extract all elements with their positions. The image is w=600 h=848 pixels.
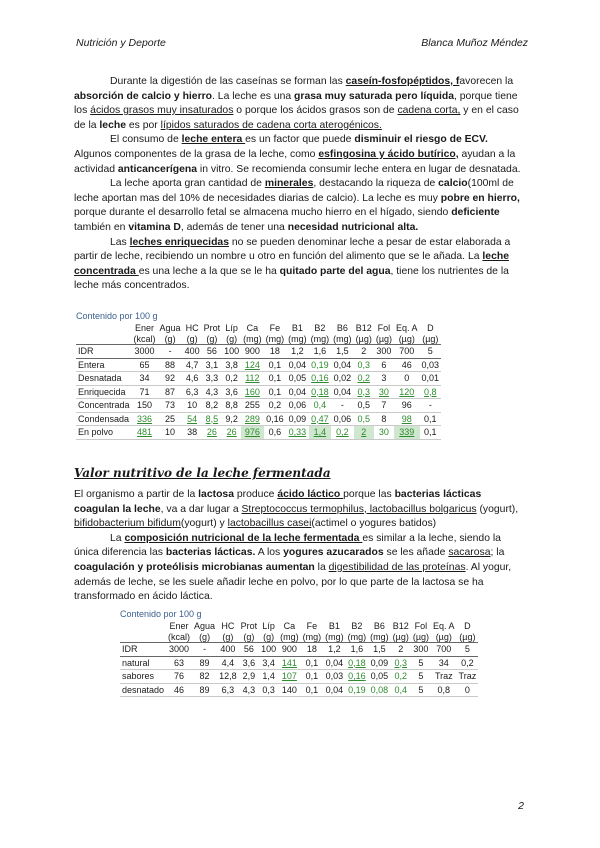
row-label: Concentrada [78, 400, 130, 410]
table-cell: 0,3 [391, 656, 411, 670]
row-label: desnatado [122, 684, 165, 695]
col-header: HC [221, 621, 235, 631]
col-header: Ener [169, 621, 189, 631]
table-cell: 976 [241, 426, 264, 440]
table-cell: 0,09 [286, 412, 309, 426]
header-right: Blanca Muñoz Méndez [421, 37, 528, 49]
table-row [120, 643, 478, 657]
table-cell: 30 [374, 426, 394, 440]
table-cell: 5 [411, 683, 431, 697]
table-cell: 4,7 [183, 358, 202, 372]
table-cell: 3,6 [222, 385, 241, 399]
table-cell: 900 [241, 345, 264, 359]
table-cell: 65 [132, 358, 158, 372]
col-header: Líp [262, 621, 275, 631]
table-cell: 0,09 [368, 656, 391, 670]
table-cell: 0 [457, 683, 479, 697]
col-unit: (mg) [265, 333, 285, 344]
col-header: B1 [291, 323, 303, 333]
col-unit: (mg) [325, 631, 344, 642]
paragraph-caseins: Durante la digestión de las caseínas se forman las caseín-fosfopéptidos, favorecen la absorción de calcio y hierro. La leche es una grasa muy saturada pero líquida, porque tiene los ácidos grasos muy insaturados o porque los ácidos grasos son de cadena corta, y en el caso de la leche es por lípidos saturados de cadena corta aterogénicos. [74, 76, 519, 131]
table-cell: 96 [394, 399, 420, 413]
row-label: sabores [120, 670, 166, 684]
table-cell: 30 [374, 385, 394, 399]
table-cell: 0,05 [286, 372, 309, 386]
table-cell: 34 [431, 656, 457, 670]
paragraph-enriched: Las leches enriquecidas no se pueden denominar leche a pesar de estar elaborada a partir de leche, recibiendo un nombre u otro en función del alimento que se le añada. La leche concentrada es una leche a la que se le ha quitado parte del agua, tiene los nutrientes de la leche más concentrados. [74, 236, 511, 292]
col-header: B6 [336, 323, 348, 333]
col-header: B6 [373, 621, 385, 631]
row-label: En polvo [76, 426, 132, 440]
table-cell: 5 [420, 345, 442, 359]
table-cell: 140 [278, 683, 301, 697]
col-unit: (g) [192, 632, 217, 643]
col-header: Líp [225, 323, 238, 333]
col-unit: (mg) [347, 631, 367, 642]
col-header: Fe [269, 323, 281, 333]
table-cell: 0,8 [431, 683, 457, 697]
table-cell: 5 [457, 643, 479, 657]
row-label: Entera [76, 358, 132, 372]
col-unit: (mg) [370, 631, 389, 642]
table-cell: 7 [374, 399, 394, 413]
table-cell: 1,6 [309, 345, 332, 359]
table-cell: 2 [391, 643, 411, 657]
col-header: B2 [314, 323, 326, 333]
table-cell: 0,2 [391, 670, 411, 684]
table-cell: 1,5 [368, 643, 391, 657]
paragraph-lactose: El organismo a partir de la lactosa produce ácido láctico porque las bacterias lácticas coagulan la leche, va a dar lugar a Streptococcus termophilus, lactobacillus bolgaricus (yogurt), bifidobacterium bifidum(yogurt) y lactobacillus casei(actimel o yogures batidos) [74, 489, 519, 530]
table-cell: 5 [411, 656, 431, 670]
table-cell: 700 [394, 345, 420, 359]
table-cell: - [158, 345, 183, 359]
table-cell: 124 [241, 358, 264, 372]
col-unit: (g) [183, 334, 202, 345]
table-cell: 0,3 [354, 385, 374, 399]
table-cell: 0,18 [346, 656, 369, 670]
col-unit: (mg) [288, 333, 307, 344]
col-header: B12 [392, 621, 409, 631]
table-cell: 0,2 [457, 656, 479, 670]
table-cell: 0,1 [264, 358, 287, 372]
table-cell: 18 [301, 643, 324, 657]
col-header [76, 323, 132, 334]
table-cell: 0,47 [309, 412, 332, 426]
table-cell: 0,2 [264, 399, 287, 413]
table-row [120, 656, 478, 670]
table-cell: 2,9 [239, 670, 260, 684]
table-cell: 0,8 [420, 385, 442, 399]
table-cell: 26 [222, 426, 241, 440]
table-cell: 0,4 [391, 683, 411, 697]
table-cell: - [331, 399, 354, 413]
table-cell: 0,1 [301, 656, 324, 670]
table-cell: 38 [183, 426, 202, 440]
table-cell: 25 [158, 412, 183, 426]
col-header: HC [185, 323, 199, 333]
table-row [76, 358, 441, 372]
table-cell: 26 [202, 426, 223, 440]
row-label: Enriquecida [76, 385, 132, 399]
page-number: 2 [518, 800, 524, 812]
row-label: natural [120, 656, 166, 670]
table-row [76, 412, 441, 426]
table-cell: 0,04 [331, 358, 354, 372]
table-cell: 54 [183, 412, 202, 426]
table-cell: 0,04 [286, 385, 309, 399]
col-unit: (µg) [355, 333, 372, 344]
table-cell: 112 [241, 372, 264, 386]
table-caption: Contenido por 100 g [76, 311, 158, 321]
table-cell: 1,6 [346, 643, 369, 657]
table-cell: 400 [184, 346, 200, 356]
col-unit: (µg) [392, 631, 409, 642]
table-cell: 98 [394, 412, 420, 426]
table-cell: 8,2 [202, 399, 223, 413]
col-unit: (g) [158, 334, 183, 345]
col-unit: (µg) [420, 334, 442, 345]
col-unit: (µg) [412, 631, 430, 642]
col-unit: (g) [217, 632, 239, 643]
table-cell: 4,3 [239, 683, 260, 697]
col-header: Agua [159, 323, 181, 333]
table-cell: 289 [241, 412, 264, 426]
table-cell: 88 [158, 358, 183, 372]
col-header: Ener [135, 323, 155, 333]
col-header: Ca [246, 323, 259, 333]
table-cell: 255 [241, 399, 264, 413]
col-header [120, 621, 166, 632]
table-cell: 0,3 [354, 358, 374, 372]
table-cell: 0,04 [331, 385, 354, 399]
table-cell: 0,01 [421, 373, 440, 383]
col-header: Fol [414, 621, 428, 631]
table-cell: 82 [192, 670, 217, 684]
header-left: Nutrición y Deporte [76, 37, 166, 49]
table-cell: 3,1 [202, 358, 223, 372]
table-cell: 76 [166, 670, 192, 684]
col-header: Eq. A [396, 323, 418, 333]
table-cell: 8 [374, 412, 394, 426]
table-cell: 18 [264, 345, 287, 359]
col-header: Eq. A [433, 621, 455, 631]
table-cell: - [192, 643, 217, 657]
table-cell: 0,03 [421, 359, 440, 370]
table-cell: - [420, 399, 442, 413]
table-cell: 0,16 [264, 412, 287, 426]
table-cell: 141 [278, 656, 301, 670]
col-unit: (g) [239, 632, 260, 643]
col-header: Prot [203, 323, 221, 333]
table-cell: 481 [132, 426, 158, 440]
table-caption: Contenido por 100 g [120, 609, 202, 619]
table-cell: 46 [166, 683, 192, 697]
table-cell: 0,16 [309, 372, 332, 386]
table-cell: 34 [132, 372, 158, 386]
table-cell: 56 [202, 345, 223, 359]
col-unit: (mg) [302, 631, 322, 642]
col-unit: (mg) [243, 333, 262, 344]
table-cell: 0,05 [368, 670, 391, 684]
table-cell: 9,2 [222, 412, 241, 426]
section-title-fermented: Valor nutritivo de la leche fermentada [74, 466, 331, 480]
table-cell: 2 [354, 345, 374, 359]
col-header: B2 [351, 621, 363, 631]
nutrition-table-yogurt [120, 609, 478, 697]
col-unit: (g) [202, 334, 223, 345]
table-cell: 0,5 [354, 399, 374, 413]
col-header: B1 [328, 621, 340, 631]
table-cell: 0,3 [259, 683, 278, 697]
table-cell: 0,1 [301, 683, 324, 697]
paragraph-minerals: La leche aporta gran cantidad de minerales, destacando la riqueza de calcio(100ml de leche aportan mas del 10% de necesidades diarias de calcio). La leche es muy pobre en hierro, porque durante el desarrollo fetal se almacena mucho hierro en el hígado, siendo deficiente también en vitamina D, además de tener una necesidad nutricional alta. [74, 178, 520, 233]
table-cell: 3 [374, 372, 394, 386]
table-cell: 0,4 [309, 399, 332, 413]
table-cell: 100 [261, 644, 277, 654]
table-cell: 300 [374, 345, 394, 359]
col-unit: (g) [259, 632, 278, 643]
col-header: D [464, 621, 471, 631]
table-cell: 0,33 [286, 426, 309, 440]
table-row [76, 385, 441, 399]
table-cell: 0,19 [346, 683, 369, 697]
table-row [120, 670, 478, 684]
table-cell: 1,4 [309, 426, 332, 440]
col-header: D [427, 323, 434, 333]
table-cell: 2 [354, 426, 374, 440]
col-header: Fe [306, 621, 318, 631]
table-cell: 0,1 [264, 372, 287, 386]
table-row [76, 372, 441, 386]
col-unit: (µg) [431, 632, 457, 643]
col-unit: (µg) [457, 632, 479, 643]
table-row [120, 683, 478, 697]
col-unit: (kcal) [133, 333, 156, 344]
row-label: IDR [76, 345, 132, 359]
table-cell: 0,06 [286, 399, 309, 413]
table-cell: 3000 [132, 345, 158, 359]
table-cell: 160 [241, 385, 264, 399]
table-cell: 63 [166, 656, 192, 670]
table-cell: 87 [158, 385, 183, 399]
table-cell: 0,2 [331, 426, 354, 440]
table-cell: 3,6 [239, 656, 260, 670]
table-cell: 300 [411, 643, 431, 657]
col-unit: (g) [222, 334, 241, 345]
nutrition-table-milk [76, 311, 441, 440]
table-cell: 0,04 [323, 683, 346, 697]
section-body-milk [74, 75, 524, 294]
table-cell: Traz [431, 670, 457, 684]
table-cell: 700 [431, 643, 457, 657]
table-cell: 150 [132, 399, 158, 413]
table-cell: 56 [239, 643, 260, 657]
table-cell: 3,8 [222, 358, 241, 372]
table-cell: 0,18 [309, 385, 332, 399]
col-header: Prot [240, 621, 258, 631]
col-unit: (mg) [280, 631, 299, 642]
table-cell: 6,3 [183, 385, 202, 399]
row-label: Desnatada [76, 372, 132, 386]
table-cell: 5 [411, 670, 431, 684]
table-cell: 0,2 [222, 372, 241, 386]
table-cell: Traz [458, 671, 477, 681]
table-cell: 92 [158, 372, 183, 386]
table-cell: 0,04 [323, 656, 346, 670]
paragraph-composition: La composición nutricional de la leche fermentada es similar a la leche, siendo la única diferencia las bacterias lácticas. A los yogures azucarados se les añade sacarosa; la coagulación y proteólisis microbianas aumentan la digestibilidad de las proteínas. Al yogur, además de leche, se les suele añadir leche en polvo, por lo que parte de la lactosa se ha transformado en ácido láctica. [74, 532, 512, 603]
table-cell: 12,8 [219, 671, 237, 681]
col-unit: (µg) [394, 334, 420, 345]
col-header: B12 [355, 323, 372, 333]
table-cell: 0,02 [331, 372, 354, 386]
table-cell: 89 [192, 656, 217, 670]
table-cell: 1,4 [259, 670, 278, 684]
table-cell: 1,5 [331, 345, 354, 359]
col-header: Fol [377, 323, 391, 333]
table-cell: 100 [224, 346, 240, 356]
table-cell: 10 [183, 399, 202, 413]
table-cell: 0 [394, 372, 420, 386]
col-unit: (mg) [333, 333, 352, 344]
table-cell: 89 [192, 683, 217, 697]
table-cell: 71 [132, 385, 158, 399]
table-row [76, 426, 441, 440]
table-cell: 0,19 [309, 358, 332, 372]
col-unit: (mg) [310, 333, 330, 344]
table-cell: 339 [394, 426, 420, 440]
row-label: IDR [120, 643, 166, 657]
col-header: Ca [283, 621, 296, 631]
table-cell: 107 [278, 670, 301, 684]
col-unit: (kcal) [168, 631, 191, 642]
table-cell: 1,2 [286, 345, 309, 359]
table-cell: 336 [132, 412, 158, 426]
table-cell: 6,3 [217, 683, 239, 697]
col-unit [76, 334, 132, 345]
table-cell: 3000 [166, 643, 192, 657]
table-cell: 6 [374, 358, 394, 372]
table-cell: 0,1 [420, 412, 442, 426]
table-cell: 10 [158, 426, 183, 440]
table-cell: 4,4 [217, 656, 239, 670]
col-unit [120, 632, 166, 643]
table-cell: 0,1 [264, 385, 287, 399]
table-cell: 1,2 [323, 643, 346, 657]
table-cell: 400 [217, 643, 239, 657]
table-row [76, 399, 441, 413]
table-cell: 0,1 [420, 426, 442, 440]
table-cell: 0,1 [301, 670, 324, 684]
table-cell: 8,8 [222, 399, 241, 413]
table-cell: 73 [158, 399, 183, 413]
table-cell: 0,6 [264, 426, 287, 440]
table-cell: 4,3 [202, 385, 223, 399]
table-cell: 8,5 [202, 412, 223, 426]
table-cell: 4,6 [183, 372, 202, 386]
col-header: Agua [194, 621, 216, 631]
table-cell: 0,06 [331, 412, 354, 426]
table-cell: 0,03 [323, 670, 346, 684]
paragraph-whole-milk: El consumo de leche entera es un factor que puede disminuir el riesgo de ECV. Algunos componentes de la grasa de la leche, como esfingosina y ácido butírico, ayudan a la actividad anticancerígena in vitro. Se recomienda consumir leche entera en lugar de desnatada. [74, 134, 521, 175]
table-cell: 900 [278, 643, 301, 657]
table-cell: 3,3 [202, 372, 223, 386]
section-body-fermented [74, 488, 524, 605]
table-row [76, 345, 441, 359]
table-cell: 120 [394, 385, 420, 399]
table-cell: 0,2 [354, 372, 374, 386]
table-cell: 0,04 [286, 358, 309, 372]
row-label: Condensada [76, 412, 132, 426]
table-cell: 0,08 [368, 683, 391, 697]
table-cell: 46 [394, 358, 420, 372]
table-cell: 0,5 [354, 412, 374, 426]
col-unit: (µg) [375, 333, 393, 344]
table-cell: 0,16 [346, 670, 369, 684]
table-cell: 3,4 [259, 656, 278, 670]
